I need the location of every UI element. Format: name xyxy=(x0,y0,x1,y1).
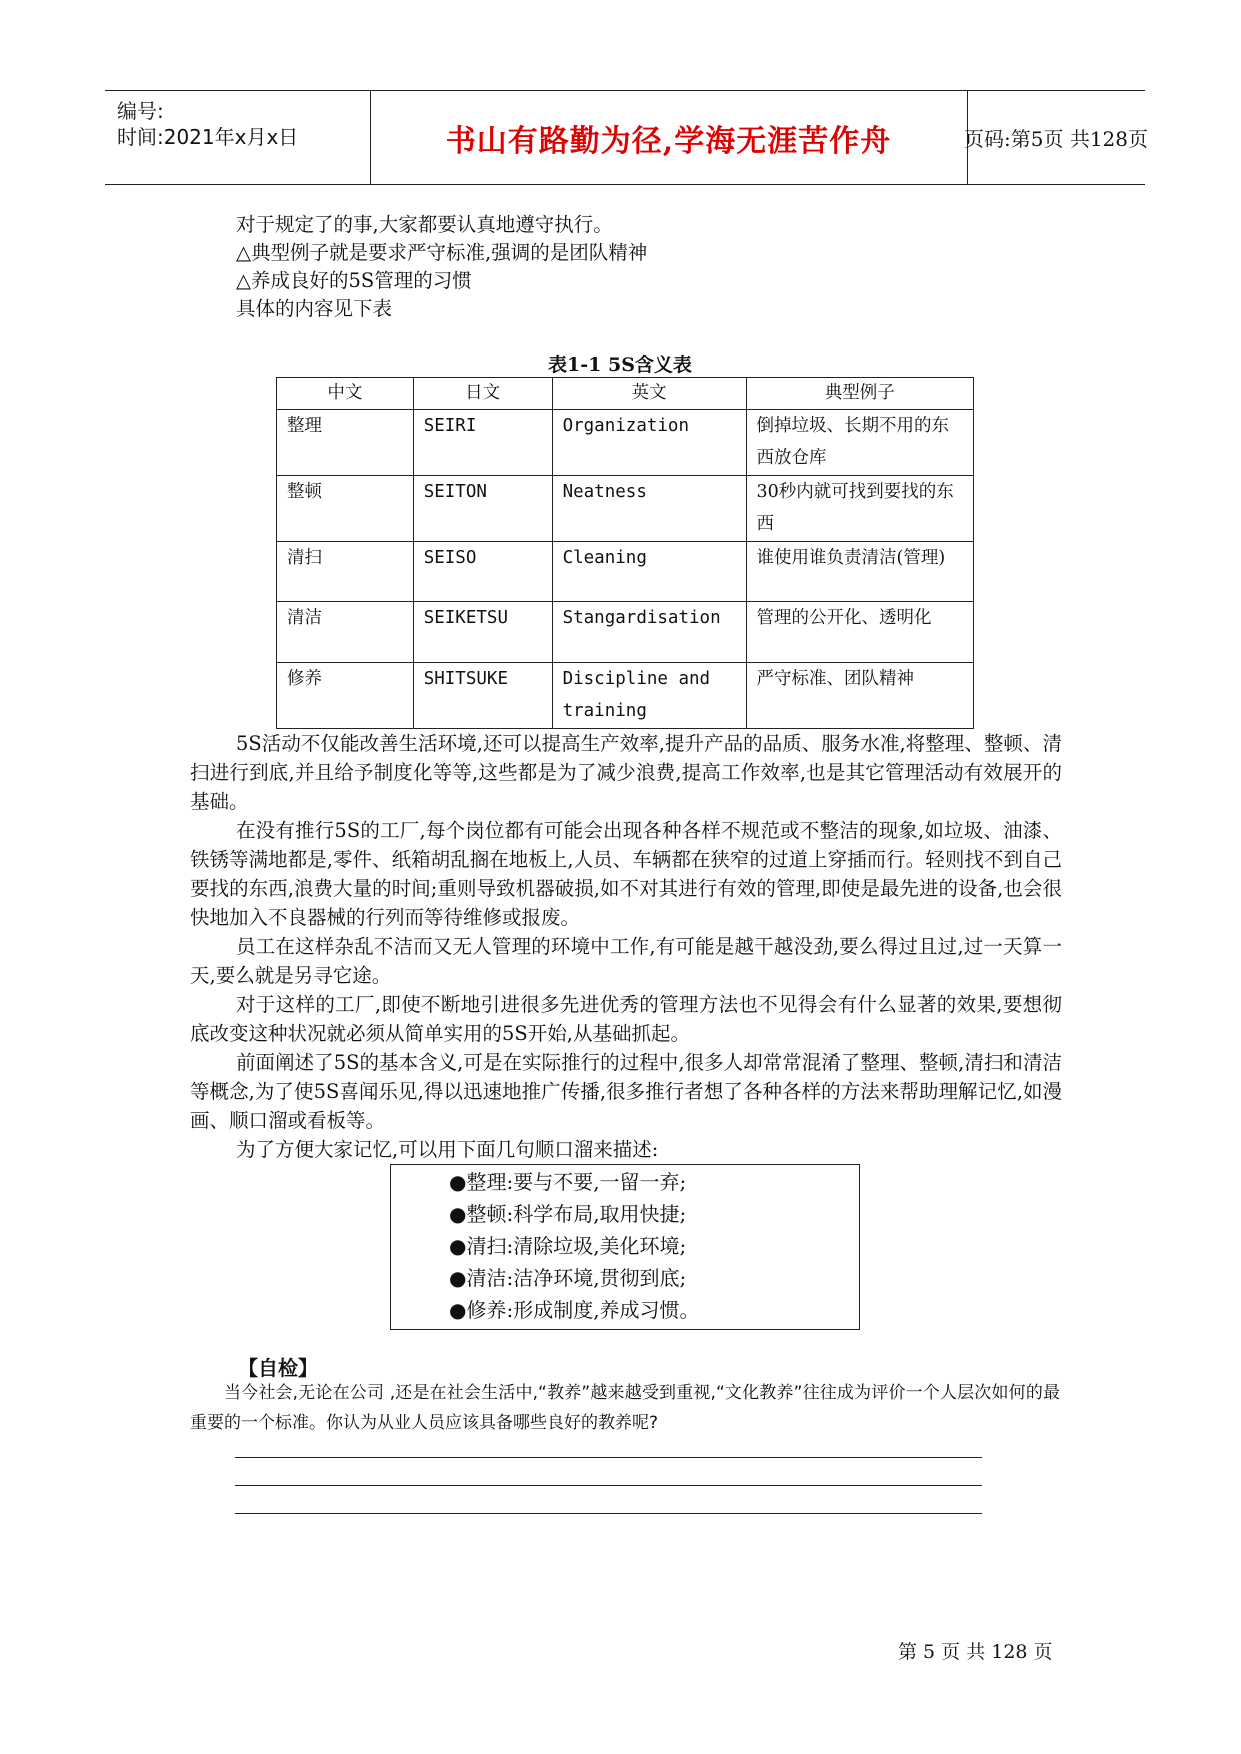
table-row xyxy=(277,602,974,663)
body-paragraph: 员工在这样杂乱不洁而又无人管理的环境中工作,有可能是越干越没劲,要么得过且过,过一天算一天,要么就是另寻它途。 xyxy=(190,935,1062,987)
cell-japanese: SEIRI xyxy=(413,410,552,476)
cell-example: 倒掉垃圾、长期不用的东西放仓库 xyxy=(746,410,973,476)
cell-example: 谁使用谁负责清洁(管理) xyxy=(746,542,973,602)
body-paragraph: 对于这样的工厂,即使不断地引进很多先进优秀的管理方法也不见得会有什么显著的效果,要想彻底改变这种状况就必须从简单实用的5S开始,从基础抓起。 xyxy=(190,993,1062,1045)
table-row xyxy=(277,542,974,602)
cell-english: Stangardisation xyxy=(552,602,746,663)
intro-line: △养成良好的5S管理的习惯 xyxy=(236,269,472,292)
self-check-question: 当今社会,无论在公司 ,还是在社会生活中,“教养”越来越受到重视,“文化教养”往往成为评价一个人层次如何的最重要的一个标准。你认为从业人员应该具备哪些良好的教养呢? xyxy=(190,1383,1060,1433)
cell-english: Neatness xyxy=(552,476,746,542)
table-row xyxy=(277,476,974,542)
body-paragraph: 5S活动不仅能改善生活环境,还可以提高生产效率,提升产品的品质、服务水准,将整理、整顿、清扫进行到底,并且给予制度化等等,这些都是为了减少浪费,提高工作效率,也是其它管理活动有效展开的基础。 xyxy=(190,732,1062,813)
page-header xyxy=(105,90,1148,185)
cell-chinese: 清洁 xyxy=(277,602,414,663)
body-paragraph: 在没有推行5S的工厂,每个岗位都有可能会出现各种各样不规范或不整洁的现象,如垃圾、油漆、铁锈等满地都是,零件、纸箱胡乱搁在地板上,人员、车辆都在狭窄的过道上穿插而行。轻则找不到自己要找的东西,浪费大量的时间;重则导致机器破损,如不对其进行有效的管理,即使是最先进的设备,也会很快地加入不良器械的行列而等待维修或报废。 xyxy=(190,819,1062,929)
cell-japanese: SHITSUKE xyxy=(413,663,552,729)
cell-japanese: SEISO xyxy=(413,542,552,602)
rhyme-line: ●修养:形成制度,养成习惯。 xyxy=(449,1298,700,1322)
cell-example: 严守标准、团队精神 xyxy=(746,663,973,729)
cell-english: Organization xyxy=(552,410,746,476)
header-meta xyxy=(105,91,371,184)
header-motto: 书山有路勤为径,学海无涯苦作舟 xyxy=(370,91,968,184)
intro-line: △典型例子就是要求严守标准,强调的是团队精神 xyxy=(236,241,648,264)
rhyme-line: ●清洁:洁净环境,贯彻到底; xyxy=(449,1266,687,1290)
column-header-example: 典型例子 xyxy=(746,378,973,410)
table-caption: 表1-1 5S含义表 xyxy=(548,354,692,376)
document-number-label: 编号: xyxy=(117,99,164,123)
cell-english: Discipline and training xyxy=(552,663,746,729)
cell-japanese: SEIKETSU xyxy=(413,602,552,663)
answer-line xyxy=(235,1485,982,1486)
header-page-info: 页码:第5页 共128页 xyxy=(964,127,1148,151)
intro-line: 具体的内容见下表 xyxy=(236,297,393,320)
cell-example: 管理的公开化、透明化 xyxy=(746,602,973,663)
page-footer: 第 5 页 共 128 页 xyxy=(898,1641,1053,1663)
body-paragraph: 前面阐述了5S的基本含义,可是在实际推行的过程中,很多人却常常混淆了整理、整顿,清扫和清洁等概念,为了使5S喜闻乐见,得以迅速地推广传播,很多推行者想了各种各样的方法来帮助理解记忆,如漫画、顺口溜或看板等。 xyxy=(190,1051,1062,1132)
self-check-title: 【自检】 xyxy=(238,1356,318,1380)
column-header-english: 英文 xyxy=(552,378,746,410)
table-header-row xyxy=(277,378,974,410)
document-time-label: 时间:2021年x月x日 xyxy=(117,125,299,149)
table-row xyxy=(277,663,974,729)
answer-line xyxy=(235,1513,982,1514)
5s-meaning-table xyxy=(276,377,974,729)
cell-japanese: SEITON xyxy=(413,476,552,542)
rhyme-line: ●整顿:科学布局,取用快捷; xyxy=(449,1202,687,1226)
cell-example: 30秒内就可找到要找的东西 xyxy=(746,476,973,542)
rhyme-line: ●整理:要与不要,一留一弃; xyxy=(449,1170,687,1194)
cell-chinese: 修养 xyxy=(277,663,414,729)
cell-english: Cleaning xyxy=(552,542,746,602)
cell-chinese: 清扫 xyxy=(277,542,414,602)
column-header-chinese: 中文 xyxy=(277,378,414,410)
intro-line: 对于规定了的事,大家都要认真地遵守执行。 xyxy=(236,213,613,236)
body-paragraph: 为了方便大家记忆,可以用下面几句顺口溜来描述: xyxy=(236,1138,659,1161)
answer-line xyxy=(235,1457,982,1458)
column-header-japanese: 日文 xyxy=(413,378,552,410)
rhyme-line: ●清扫:清除垃圾,美化环境; xyxy=(449,1234,687,1258)
mnemonic-rhyme-box xyxy=(390,1164,860,1330)
table-row xyxy=(277,410,974,476)
cell-chinese: 整顿 xyxy=(277,476,414,542)
cell-chinese: 整理 xyxy=(277,410,414,476)
